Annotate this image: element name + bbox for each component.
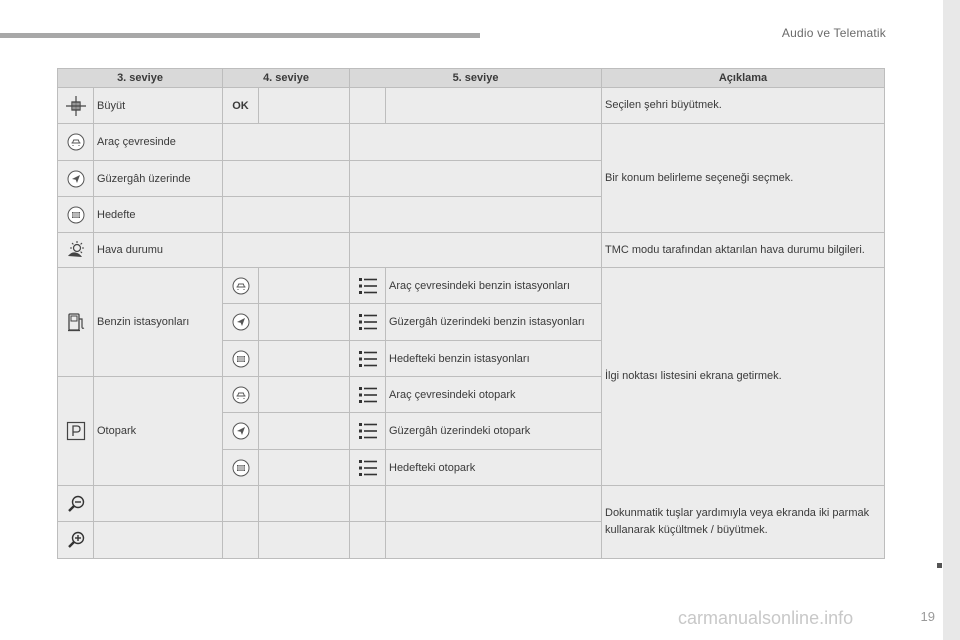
along-route-icon	[223, 413, 259, 450]
zoom-out-icon	[58, 486, 94, 522]
section-title: Audio ve Telematik	[781, 26, 886, 40]
row-description: TMC modu tarafından aktarılan hava durumu bilgileri.	[602, 233, 885, 268]
list-item-label: Araç çevresindeki benzin istasyonları	[386, 268, 602, 304]
table-row	[58, 88, 885, 124]
page-corner-mark	[937, 563, 942, 568]
header-level-5: 5. seviye	[350, 69, 602, 88]
row-description: Bir konum belirleme seçeneği seçmek.	[602, 124, 885, 233]
watermark: carmanualsonline.info	[678, 608, 854, 628]
header-description: Açıklama	[602, 69, 885, 88]
table-row	[58, 268, 885, 304]
table-header-row	[58, 69, 885, 88]
header-level-3: 3. seviye	[58, 69, 223, 88]
table-row	[58, 486, 885, 522]
weather-icon	[58, 233, 94, 268]
row-description: İlgi noktası listesini ekrana getirmek.	[602, 268, 885, 486]
list-item-label: Güzergâh üzerindeki otopark	[386, 413, 602, 450]
row-label: Hedefte	[94, 197, 223, 233]
destination-icon	[223, 341, 259, 377]
ok-key-label: OK	[223, 88, 259, 124]
list-icon	[350, 268, 386, 304]
row-label: Büyüt	[94, 88, 223, 124]
along-route-icon	[223, 304, 259, 341]
table-row	[58, 233, 885, 268]
list-icon	[350, 341, 386, 377]
row-label: Otopark	[94, 377, 223, 486]
row-label: Araç çevresinde	[94, 124, 223, 161]
header-bar	[0, 33, 480, 38]
list-item-label: Araç çevresindeki otopark	[386, 377, 602, 413]
row-label: Benzin istasyonları	[94, 268, 223, 377]
header-level-4: 4. seviye	[223, 69, 350, 88]
around-vehicle-icon	[223, 377, 259, 413]
parking-icon	[58, 377, 94, 486]
list-icon	[350, 413, 386, 450]
zoom-in-icon	[58, 522, 94, 559]
page-number: 19	[920, 609, 935, 624]
navigation-menu-table	[57, 68, 885, 559]
row-label: Güzergâh üzerinde	[94, 161, 223, 197]
list-icon	[350, 450, 386, 486]
destination-icon	[58, 197, 94, 233]
page-edge-strip	[943, 0, 960, 640]
fuel-station-icon	[58, 268, 94, 377]
row-description: Dokunmatik tuşlar yardımıyla veya ekranda iki parmak kullanarak küçültmek / büyütmek.	[602, 486, 885, 559]
destination-icon	[223, 450, 259, 486]
zoom-map-icon	[58, 88, 94, 124]
list-item-label: Güzergâh üzerindeki benzin istasyonları	[386, 304, 602, 341]
around-vehicle-icon	[223, 268, 259, 304]
table-row	[58, 124, 885, 161]
list-item-label: Hedefteki otopark	[386, 450, 602, 486]
row-description: Seçilen şehri büyütmek.	[602, 88, 885, 124]
around-vehicle-icon	[58, 124, 94, 161]
list-icon	[350, 377, 386, 413]
row-label: Hava durumu	[94, 233, 223, 268]
along-route-icon	[58, 161, 94, 197]
list-item-label: Hedefteki benzin istasyonları	[386, 341, 602, 377]
list-icon	[350, 304, 386, 341]
